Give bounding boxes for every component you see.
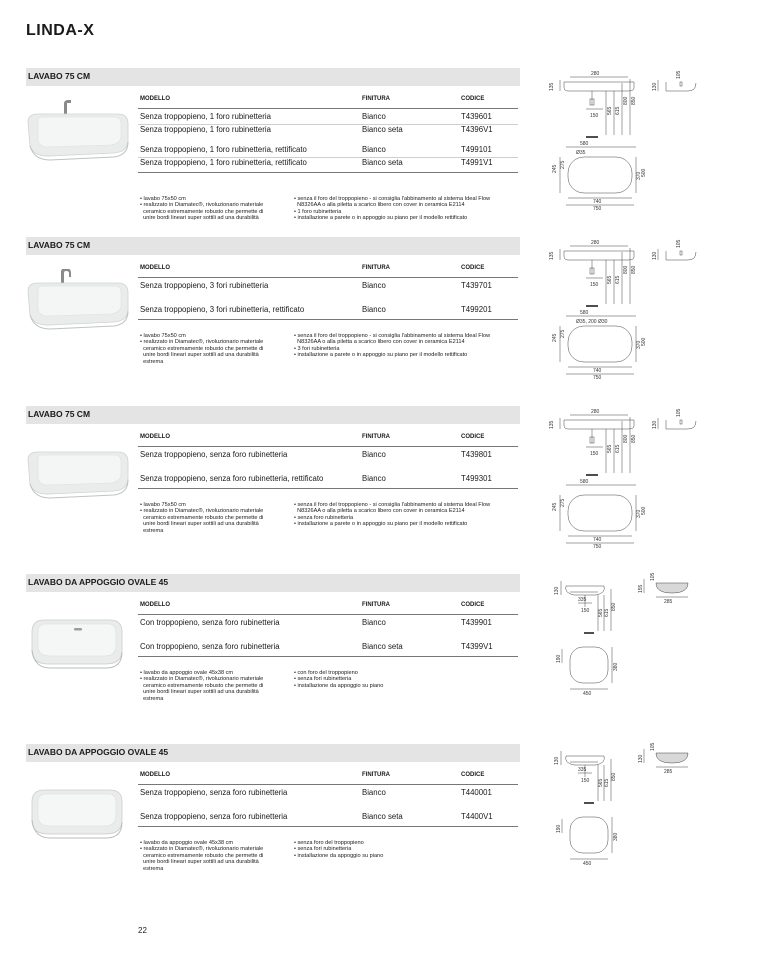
cell-model: Senza troppopieno, senza foro rubinetteria xyxy=(140,450,288,459)
svg-text:850: 850 xyxy=(631,265,637,274)
note-line: estrema xyxy=(140,865,164,872)
svg-text:740: 740 xyxy=(593,199,602,205)
section-title: LAVABO DA APPOGGIO OVALE 45 xyxy=(28,747,169,757)
cell-model: Con troppopieno, senza foro rubinetteria xyxy=(140,618,280,627)
technical-drawing xyxy=(548,65,770,235)
svg-text:105: 105 xyxy=(650,742,656,751)
svg-text:380: 380 xyxy=(613,832,619,841)
svg-text:130: 130 xyxy=(554,586,560,595)
svg-text:580: 580 xyxy=(580,479,589,485)
cell-finish: Bianco seta xyxy=(362,642,403,651)
cell-model: Con troppopieno, senza foro rubinetteria xyxy=(140,642,280,651)
note-line: • realizzato in Diamatec®, rivoluzionario materiale xyxy=(140,676,264,683)
svg-text:850: 850 xyxy=(611,772,617,781)
section-header xyxy=(26,68,520,86)
svg-text:130: 130 xyxy=(652,82,658,91)
note-line: • senza il foro del troppopieno - si consiglia l'abbinamento al sistema Ideal Flow xyxy=(294,502,491,508)
svg-text:135: 135 xyxy=(549,251,555,260)
note-line: • senza foro del troppopieno xyxy=(294,840,364,846)
note-line: • 3 fori rubinetteria xyxy=(294,345,340,352)
svg-text:150: 150 xyxy=(590,282,599,288)
notes-right xyxy=(294,670,520,689)
cell-finish: Bianco xyxy=(362,112,386,121)
cell-code: T4991V1 xyxy=(461,158,493,167)
svg-text:370: 370 xyxy=(636,340,642,349)
cell-finish: Bianco seta xyxy=(362,158,403,167)
notes-right xyxy=(294,502,520,528)
technical-drawing xyxy=(548,234,770,404)
note-line: ceramico estremamente robusto che permette di xyxy=(140,682,264,689)
svg-text:105: 105 xyxy=(676,408,682,417)
svg-text:380: 380 xyxy=(613,662,619,671)
svg-text:750: 750 xyxy=(593,375,602,381)
product-table xyxy=(138,96,518,173)
header-code: CODICE xyxy=(461,434,485,440)
table-header xyxy=(138,434,518,447)
cell-code: T4400V1 xyxy=(461,812,493,821)
svg-text:245: 245 xyxy=(552,502,558,511)
note-line: • senza il foro del troppopieno - si consiglia l'abbinamento al sistema Ideal Flow xyxy=(294,196,491,202)
svg-text:130: 130 xyxy=(554,756,560,765)
technical-drawing xyxy=(548,403,770,573)
product-image xyxy=(24,606,130,676)
svg-text:135: 135 xyxy=(549,420,555,429)
header-model: MODELLO xyxy=(140,434,170,440)
note-line: • lavabo da appoggio ovale 45x38 cm xyxy=(140,670,234,676)
note-line: • lavabo 75x50 cm xyxy=(140,333,186,339)
svg-text:565: 565 xyxy=(607,275,613,284)
note-line: • senza fori rubinetteria xyxy=(294,676,352,683)
note-line: • installazione da appoggio su piano xyxy=(294,852,384,859)
section-title: LAVABO DA APPOGGIO OVALE 45 xyxy=(28,577,169,587)
note-line: N8326AA o alla piletta a scarico libero con cover in ceramica E2114 xyxy=(294,339,465,346)
table-row xyxy=(138,618,518,630)
svg-text:245: 245 xyxy=(552,164,558,173)
product-section xyxy=(0,237,775,407)
note-line: • realizzato in Diamatec®, rivoluzionario materiale xyxy=(140,508,264,515)
header-finish: FINITURA xyxy=(362,265,390,271)
svg-text:275: 275 xyxy=(560,329,566,338)
note-line: • 1 foro rubinetteria xyxy=(294,208,342,215)
cell-finish: Bianco xyxy=(362,618,386,627)
svg-text:335: 335 xyxy=(578,767,587,773)
cell-finish: Bianco xyxy=(362,474,386,483)
section-header xyxy=(26,574,520,592)
cell-finish: Bianco xyxy=(362,305,386,314)
section-header xyxy=(26,406,520,424)
note-line: • senza foro rubinetteria xyxy=(294,514,354,521)
svg-text:370: 370 xyxy=(636,171,642,180)
cell-code: T499301 xyxy=(461,474,492,483)
dim-top: 280 xyxy=(591,71,600,77)
note-line: • realizzato in Diamatec®, rivoluzionario materiale xyxy=(140,202,264,209)
product-image xyxy=(24,100,130,170)
svg-text:335: 335 xyxy=(578,597,587,603)
technical-drawing xyxy=(548,741,770,911)
notes-right xyxy=(294,196,520,222)
svg-text:105: 105 xyxy=(650,572,656,581)
svg-text:285: 285 xyxy=(664,599,673,605)
svg-text:850: 850 xyxy=(631,434,637,443)
svg-text:850: 850 xyxy=(611,602,617,611)
table-row xyxy=(138,281,518,293)
note-line: ceramico estremamente robusto che permette di xyxy=(140,345,264,352)
cell-code: T499201 xyxy=(461,305,492,314)
notes-right xyxy=(294,840,520,859)
header-code: CODICE xyxy=(461,265,485,271)
cell-model: Senza troppopieno, 1 foro rubinetteria xyxy=(140,112,271,121)
note-line: • lavabo 75x50 cm xyxy=(140,196,186,202)
product-table xyxy=(138,772,518,827)
svg-text:370: 370 xyxy=(636,509,642,518)
svg-text:615: 615 xyxy=(604,778,610,787)
svg-text:500: 500 xyxy=(641,506,647,515)
product-table xyxy=(138,265,518,320)
note-line: • realizzato in Diamatec®, rivoluzionario materiale xyxy=(140,339,264,346)
cell-code: T499101 xyxy=(461,145,492,154)
note-line: estrema xyxy=(140,527,164,534)
note-line: unire bordi lineari super sottili ad una durabilità xyxy=(140,689,259,696)
svg-text:130: 130 xyxy=(652,251,658,260)
svg-text:245: 245 xyxy=(552,333,558,342)
product-section xyxy=(0,406,775,576)
cell-finish: Bianco xyxy=(362,281,386,290)
header-model: MODELLO xyxy=(140,602,170,608)
header-finish: FINITURA xyxy=(362,602,390,608)
svg-text:750: 750 xyxy=(593,206,602,212)
svg-text:450: 450 xyxy=(583,861,592,867)
svg-text:580: 580 xyxy=(580,310,589,316)
svg-text:500: 500 xyxy=(641,337,647,346)
svg-text:615: 615 xyxy=(615,106,621,115)
svg-text:150: 150 xyxy=(590,113,599,119)
table-row xyxy=(138,788,518,800)
product-section xyxy=(0,68,775,238)
table-row xyxy=(138,145,518,158)
dim-top: 280 xyxy=(591,409,600,415)
page-title: LINDA-X xyxy=(26,22,95,39)
cell-code: T439601 xyxy=(461,112,492,121)
note-line: ceramico estremamente robusto che permette di xyxy=(140,852,264,859)
svg-text:285: 285 xyxy=(664,769,673,775)
svg-text:615: 615 xyxy=(615,275,621,284)
svg-text:450: 450 xyxy=(583,691,592,697)
note-line: • installazione a parete o in appoggio su piano per il modello rettificato xyxy=(294,215,468,222)
svg-text:750: 750 xyxy=(593,544,602,550)
page-number: 22 xyxy=(138,926,147,935)
product-image xyxy=(24,776,130,846)
section-title: LAVABO 75 CM xyxy=(28,240,91,250)
svg-text:190: 190 xyxy=(556,654,562,663)
svg-text:130: 130 xyxy=(638,754,644,763)
note-line: • lavabo da appoggio ovale 45x38 cm xyxy=(140,840,234,846)
header-code: CODICE xyxy=(461,602,485,608)
note-line: estrema xyxy=(140,695,164,702)
svg-text:740: 740 xyxy=(593,537,602,543)
cell-model: Senza troppopieno, 1 foro rubinetteria, rettificato xyxy=(140,145,307,154)
notes-right xyxy=(294,333,520,359)
cell-finish: Bianco xyxy=(362,145,386,154)
technical-drawing xyxy=(548,571,770,741)
table-row xyxy=(138,642,518,654)
svg-text:Ø35: Ø35 xyxy=(576,150,586,156)
note-line: estrema xyxy=(140,358,164,365)
svg-text:105: 105 xyxy=(676,239,682,248)
svg-text:500: 500 xyxy=(641,168,647,177)
table-row xyxy=(138,450,518,462)
svg-text:135: 135 xyxy=(549,82,555,91)
cell-finish: Bianco xyxy=(362,450,386,459)
svg-text:275: 275 xyxy=(560,160,566,169)
product-table xyxy=(138,434,518,489)
notes-left xyxy=(140,670,290,702)
notes-left xyxy=(140,196,290,222)
note-line: • installazione da appoggio su piano xyxy=(294,682,384,689)
svg-text:565: 565 xyxy=(607,444,613,453)
notes-left xyxy=(140,502,290,534)
svg-text:190: 190 xyxy=(556,824,562,833)
cell-code: T4396V1 xyxy=(461,125,493,134)
svg-text:105: 105 xyxy=(676,70,682,79)
product-section xyxy=(0,744,775,914)
svg-text:565: 565 xyxy=(607,106,613,115)
svg-text:800: 800 xyxy=(623,434,629,443)
svg-text:740: 740 xyxy=(593,368,602,374)
header-finish: FINITURA xyxy=(362,96,390,102)
note-line: N8326AA o alla piletta a scarico libero con cover in ceramica E2114 xyxy=(294,508,465,515)
header-code: CODICE xyxy=(461,96,485,102)
svg-text:565: 565 xyxy=(598,608,604,617)
cell-code: T4399V1 xyxy=(461,642,493,651)
cell-code: T439901 xyxy=(461,618,492,627)
table-row xyxy=(138,112,518,125)
table-row xyxy=(138,158,518,170)
table-header xyxy=(138,265,518,278)
table-row xyxy=(138,474,518,486)
svg-text:155: 155 xyxy=(638,584,644,593)
table-header xyxy=(138,772,518,785)
svg-text:Ø35, 200 Ø30: Ø35, 200 Ø30 xyxy=(576,319,608,325)
note-line: • senza il foro del troppopieno - si consiglia l'abbinamento al sistema Ideal Flow xyxy=(294,333,491,339)
cell-finish: Bianco seta xyxy=(362,125,403,134)
cell-code: T439701 xyxy=(461,281,492,290)
notes-left xyxy=(140,840,290,872)
svg-text:850: 850 xyxy=(631,96,637,105)
cell-model: Senza troppopieno, senza foro rubinetteria xyxy=(140,788,288,797)
svg-text:580: 580 xyxy=(580,141,589,147)
svg-text:615: 615 xyxy=(604,608,610,617)
cell-model: Senza troppopieno, 1 foro rubinetteria, rettificato xyxy=(140,158,307,167)
section-title: LAVABO 75 CM xyxy=(28,71,91,81)
svg-text:150: 150 xyxy=(590,451,599,457)
product-table xyxy=(138,602,518,657)
cell-code: T440001 xyxy=(461,788,492,797)
header-model: MODELLO xyxy=(140,772,170,778)
svg-text:565: 565 xyxy=(598,778,604,787)
svg-text:800: 800 xyxy=(623,96,629,105)
note-line: • realizzato in Diamatec®, rivoluzionario materiale xyxy=(140,846,264,853)
table-header xyxy=(138,602,518,615)
note-line: • installazione a parete o in appoggio su piano per il modello rettificato xyxy=(294,352,468,359)
header-model: MODELLO xyxy=(140,96,170,102)
note-line: ceramico estremamente robusto che permette di xyxy=(140,514,264,521)
note-line: unire bordi lineari super sottili ad una durabilità xyxy=(140,859,259,866)
header-finish: FINITURA xyxy=(362,772,390,778)
section-header xyxy=(26,237,520,255)
note-line: • lavabo 75x50 cm xyxy=(140,502,186,508)
svg-text:800: 800 xyxy=(623,265,629,274)
cell-model: Senza troppopieno, senza foro rubinetteria xyxy=(140,812,288,821)
table-header xyxy=(138,96,518,109)
cell-model: Senza troppopieno, 3 fori rubinetteria, rettificato xyxy=(140,305,305,314)
note-line: unire bordi lineari super sottili ad una durabilità xyxy=(140,521,259,528)
notes-left xyxy=(140,333,290,365)
section-header xyxy=(26,744,520,762)
svg-text:275: 275 xyxy=(560,498,566,507)
cell-model: Senza troppopieno, senza foro rubinetteria, rettificato xyxy=(140,474,324,483)
svg-text:130: 130 xyxy=(652,420,658,429)
note-line: ceramico estremamente robusto che permette di xyxy=(140,208,264,215)
cell-model: Senza troppopieno, 3 fori rubinetteria xyxy=(140,281,269,290)
product-image xyxy=(24,269,130,339)
svg-text:615: 615 xyxy=(615,444,621,453)
product-image xyxy=(24,438,130,508)
note-line: unire bordi lineari super sottili ad una durabilità xyxy=(140,215,259,222)
table-row xyxy=(138,812,518,824)
header-model: MODELLO xyxy=(140,265,170,271)
svg-text:150: 150 xyxy=(581,778,590,784)
header-finish: FINITURA xyxy=(362,434,390,440)
note-line: • installazione a parete o in appoggio su piano per il modello rettificato xyxy=(294,521,468,528)
cell-finish: Bianco xyxy=(362,788,386,797)
product-section xyxy=(0,574,775,744)
cell-code: T439801 xyxy=(461,450,492,459)
note-line: N8326AA o alla piletta a scarico libero con cover in ceramica E2114 xyxy=(294,202,465,209)
svg-text:150: 150 xyxy=(581,608,590,614)
dim-top: 280 xyxy=(591,240,600,246)
table-row xyxy=(138,305,518,317)
note-line: • senza fori rubinetteria xyxy=(294,846,352,853)
table-row xyxy=(138,125,518,137)
cell-finish: Bianco seta xyxy=(362,812,403,821)
header-code: CODICE xyxy=(461,772,485,778)
cell-model: Senza troppopieno, 1 foro rubinetteria xyxy=(140,125,271,134)
section-title: LAVABO 75 CM xyxy=(28,409,91,419)
note-line: unire bordi lineari super sottili ad una durabilità xyxy=(140,352,259,359)
note-line: • con foro del troppopieno xyxy=(294,670,358,676)
